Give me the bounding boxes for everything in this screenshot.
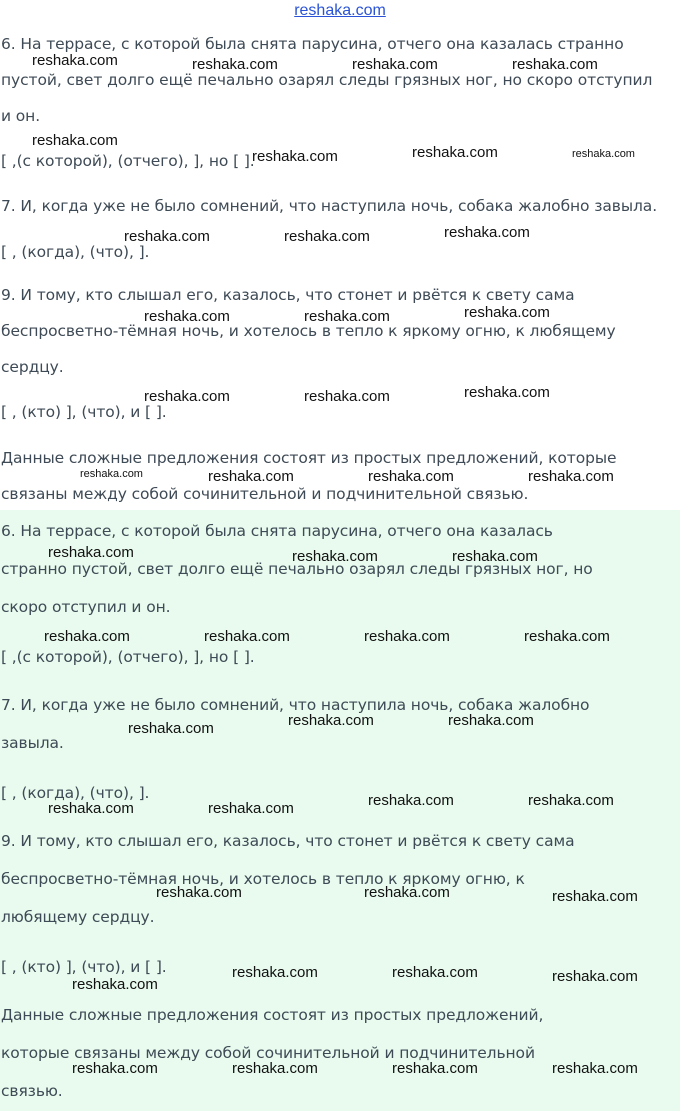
watermark: reshaka.com: [412, 144, 498, 161]
watermark: reshaka.com: [392, 1060, 478, 1077]
watermark: reshaka.com: [72, 976, 158, 993]
watermark: reshaka.com: [232, 1060, 318, 1077]
watermark: reshaka.com: [368, 792, 454, 809]
watermark: reshaka.com: [80, 468, 143, 480]
watermark: reshaka.com: [524, 628, 610, 645]
watermark: reshaka.com: [352, 56, 438, 73]
watermark: reshaka.com: [552, 888, 638, 905]
watermark: reshaka.com: [304, 388, 390, 405]
sentence-9-text: 9. И тому, кто слышал его, казалось, что стонет и рвётся к свету сама беспросветно-тёмная ночь, и хотелось в тепло к яркому огню, к любящему сердцу.: [1, 286, 616, 376]
site-link[interactable]: reshaka.com: [294, 2, 386, 19]
watermark: reshaka.com: [368, 468, 454, 485]
sentence-9-scheme: [ , (кто) ], (что), и [ ].: [1, 403, 167, 421]
sentence-6-scheme: [ ,(с которой), (отчего), ], но [ ].: [1, 648, 255, 666]
watermark: reshaka.com: [208, 468, 294, 485]
watermark: reshaka.com: [128, 720, 214, 737]
watermark: reshaka.com: [192, 56, 278, 73]
watermark: reshaka.com: [72, 1060, 158, 1077]
watermark: reshaka.com: [304, 308, 390, 325]
watermark: reshaka.com: [292, 548, 378, 565]
watermark: reshaka.com: [284, 228, 370, 245]
watermark: reshaka.com: [552, 1060, 638, 1077]
watermark: reshaka.com: [392, 964, 478, 981]
watermark: reshaka.com: [364, 628, 450, 645]
watermark: reshaka.com: [48, 800, 134, 817]
watermark: reshaka.com: [528, 792, 614, 809]
conclusion-text: Данные сложные предложения состоят из простых предложений, которые связаны между собой сочинительной и подчинительной связью.: [1, 449, 617, 503]
watermark: reshaka.com: [44, 628, 130, 645]
watermark: reshaka.com: [528, 468, 614, 485]
watermark: reshaka.com: [232, 964, 318, 981]
watermark: reshaka.com: [208, 800, 294, 817]
sentence-6-text: 6. На террасе, с которой была снята парусина, отчего она казалась странно пустой, свет долго ещё печально озарял следы грязных ног, но скоро отступил и он.: [1, 522, 593, 616]
watermark: reshaka.com: [124, 228, 210, 245]
sentence-9-scheme: [ , (кто) ], (что), и [ ].: [1, 958, 167, 976]
sentence-7-text: 7. И, когда уже не было сомнений, что наступила ночь, собака жалобно завыла.: [1, 197, 658, 215]
answer-section-1: [0, 24, 680, 510]
watermark: reshaka.com: [464, 384, 550, 401]
sentence-6-scheme: [ ,(с которой), (отчего), ], но [ ].: [1, 152, 255, 170]
conclusion-text: Данные сложные предложения состоят из простых предложений, которые связаны между собой сочинительной и подчинительной связью.: [1, 1006, 544, 1100]
watermark: reshaka.com: [512, 56, 598, 73]
watermark: reshaka.com: [32, 132, 118, 149]
sentence-9-text: 9. И тому, кто слышал его, казалось, что стонет и рвётся к свету сама беспросветно-тёмная ночь, и хотелось в тепло к яркому огню, к любящему сердцу.: [1, 832, 575, 926]
watermark: reshaka.com: [288, 712, 374, 729]
watermark: reshaka.com: [444, 224, 530, 241]
watermark: reshaka.com: [252, 148, 338, 165]
watermark: reshaka.com: [452, 548, 538, 565]
watermark: reshaka.com: [572, 148, 635, 160]
sentence-7-text: 7. И, когда уже не было сомнений, что наступила ночь, собака жалобно завыла.: [1, 696, 590, 752]
watermark: reshaka.com: [144, 388, 230, 405]
watermark: reshaka.com: [32, 52, 118, 69]
watermark: reshaka.com: [204, 628, 290, 645]
watermark: reshaka.com: [156, 884, 242, 901]
watermark: reshaka.com: [48, 544, 134, 561]
watermark: reshaka.com: [552, 968, 638, 985]
watermark: reshaka.com: [448, 712, 534, 729]
sentence-6-text: 6. На террасе, с которой была снята парусина, отчего она казалась странно пустой, свет долго ещё печально озарял следы грязных ног, но скоро отступил и он.: [1, 35, 653, 125]
watermark: reshaka.com: [364, 884, 450, 901]
watermark: reshaka.com: [144, 308, 230, 325]
sentence-7-scheme: [ , (когда), (что), ].: [1, 243, 150, 261]
watermark: reshaka.com: [464, 304, 550, 321]
sentence-7-scheme: [ , (когда), (что), ].: [1, 784, 150, 802]
